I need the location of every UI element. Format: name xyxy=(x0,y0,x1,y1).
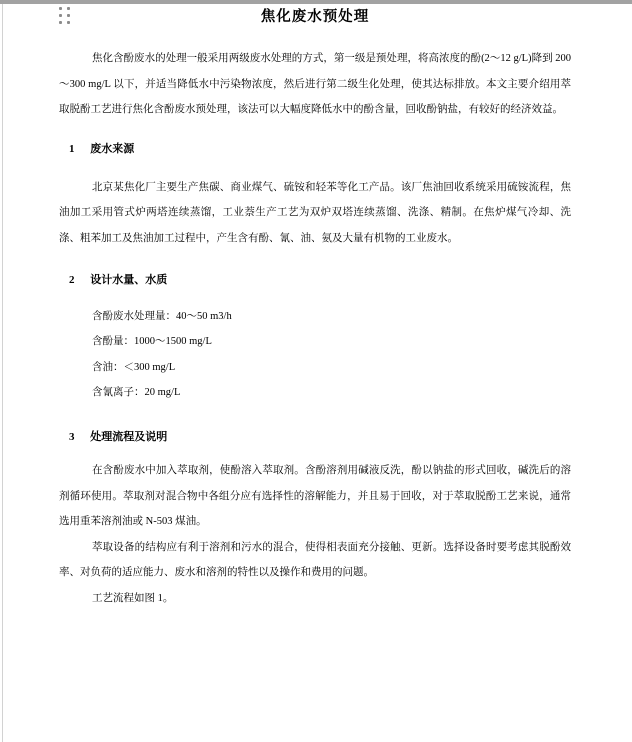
paragraph: 在含酚废水中加入萃取剂，使酚溶入萃取剂。含酚溶剂用碱液反洗，酚以钠盐的形式回收，碱洗后的溶剂循环使用。萃取剂对混合物中各组分应有选择性的溶解能力，并且易于回收，对于萃取脱酚工艺来说，通常选用重苯溶剂油或 N-503 煤油。 xyxy=(59,464,571,528)
section-number: 1 xyxy=(69,142,75,155)
list-item: 含酚废水处理量：40～50 m3/h xyxy=(92,310,232,322)
window-top-edge xyxy=(0,0,632,4)
paragraph: 工艺流程如图 1。 xyxy=(92,592,174,604)
section-heading-1 xyxy=(59,139,571,159)
intro-paragraph: 焦化含酚废水的处理一般采用两级废水处理的方式，第一级是预处理，将高浓度的酚(2～12 g/L)降到 200～300 mg/L 以下，并适当降低水中污染物浓度，然后进行第二级生化处理，使其达标排放。本文主要介绍用萃取脱酚工艺进行焦化含酚废水预处理，该法可以大幅度降低水中的酚含量，回收酚钠盐，有较好的经济效益。 xyxy=(59,53,571,116)
document-body xyxy=(59,5,571,612)
list-item: 含油：＜300 mg/L xyxy=(92,361,176,373)
list-item: 含氰离子：20 mg/L xyxy=(92,387,181,399)
document-title: 焦化废水预处理 xyxy=(260,9,370,25)
section-title: 设计水量、水质 xyxy=(90,273,168,286)
spec-list xyxy=(59,304,571,406)
section-title: 处理流程及说明 xyxy=(90,430,168,443)
section-heading-3 xyxy=(59,427,571,447)
list-item: 含酚量：1000～1500 mg/L xyxy=(92,336,212,348)
paragraph: 北京某焦化厂主要生产焦碳、商业煤气、硫铵和轻苯等化工产品。该厂焦油回收系统采用硫铵流程，焦油加工采用管式炉两塔连续蒸馏，工业萘生产工艺为双炉双塔连续蒸馏、洗涤、精制。在焦炉煤气冷却、洗涤、粗苯加工及焦油加工过程中，产生含有酚、氰、油、氨及大量有机物的工业废水。 xyxy=(59,181,571,244)
section-heading-2 xyxy=(59,270,571,290)
paragraph: 萃取设备的结构应有利于溶剂和污水的混合，使得相表面充分接触、更新。选择设备时要考虑其脱酚效率、对负荷的适应能力、废水和溶剂的特性以及操作和费用的问题。 xyxy=(59,541,571,579)
section-number: 3 xyxy=(69,430,75,443)
page-left-border xyxy=(2,4,3,742)
section-number: 2 xyxy=(69,273,75,286)
section-title: 废水来源 xyxy=(90,142,135,155)
